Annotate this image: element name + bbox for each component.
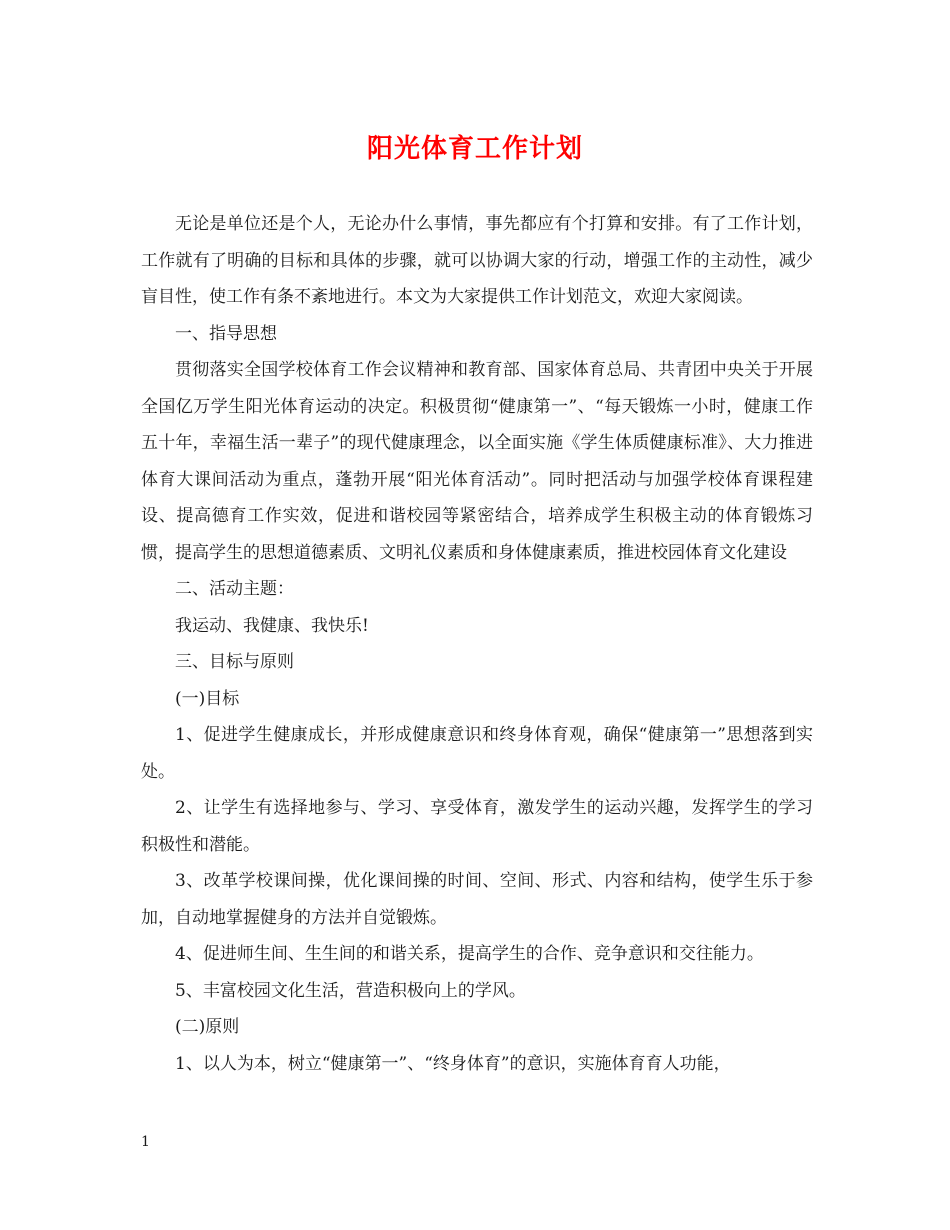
list-item-goal-2: 2、让学生有选择地参与、学习、享受体育，激发学生的运动兴趣，发挥学生的学习积极性和潜能。 — [141, 798, 813, 855]
page-number: 1 — [141, 1134, 150, 1150]
list-item-goal-5: 5、丰富校园文化生活，营造积极向上的学风。 — [175, 980, 526, 1001]
heading-activity-theme: 二、活动主题： — [175, 579, 294, 599]
document-title: 阳光体育工作计划 — [366, 134, 583, 164]
document-body — [141, 206, 813, 1082]
list-item-goal-3: 3、改革学校课间操，优化课间操的时间、空间、形式、内容和结构，使学生乐于参加，自动地掌握健身的方法并自觉锻炼。 — [141, 871, 813, 928]
list-item-goal-4: 4、促进师生间、生生间的和谐关系，提高学生的合作、竞争意识和交往能力。 — [175, 944, 764, 964]
heading-goals-principles: 三、目标与原则 — [175, 652, 294, 672]
list-item-principle-1: 1、以人为本，树立“健康第一”、“终身体育”的意识，实施体育育人功能， — [175, 1053, 731, 1074]
paragraph-activity-theme: 我运动、我健康、我快乐! — [175, 615, 369, 636]
paragraph-guiding-ideology: 贯彻落实全国学校体育工作会议精神和教育部、国家体育总局、共青团中央关于开展全国亿万学生阳光体育运动的决定。积极贯彻“健康第一”、“每天锻炼一小时，健康工作五十年，幸福生活一辈子”的现代健康理念，以全面实施《学生体质健康标准》、大力推进体育大课间活动为重点，蓬勃开展“阳光体育活动”。同时把活动与加强学校体育课程建设、提高德育工作实效，促进和谐校园等紧密结合，培养成学生积极主动的体育锻炼习惯，提高学生的思想道德素质、文明礼仪素质和身体健康素质，推进校园体育文化建设 — [141, 360, 813, 563]
heading-guiding-ideology: 一、指导思想 — [175, 323, 277, 344]
paragraph-intro: 无论是单位还是个人，无论办什么事情，事先都应有个打算和安排。有了工作计划，工作就有了明确的目标和具体的步骤，就可以协调大家的行动，增强工作的主动性，减少盲目性，使工作有条不紊地进行。本文为大家提供工作计划范文，欢迎大家阅读。 — [141, 214, 813, 307]
subheading-goals: (一)目标 — [175, 688, 240, 709]
subheading-principles: (二)原则 — [175, 1017, 240, 1037]
list-item-goal-1: 1、促进学生健康成长，并形成健康意识和终身体育观，确保“健康第一”思想落到实处。 — [141, 725, 813, 782]
